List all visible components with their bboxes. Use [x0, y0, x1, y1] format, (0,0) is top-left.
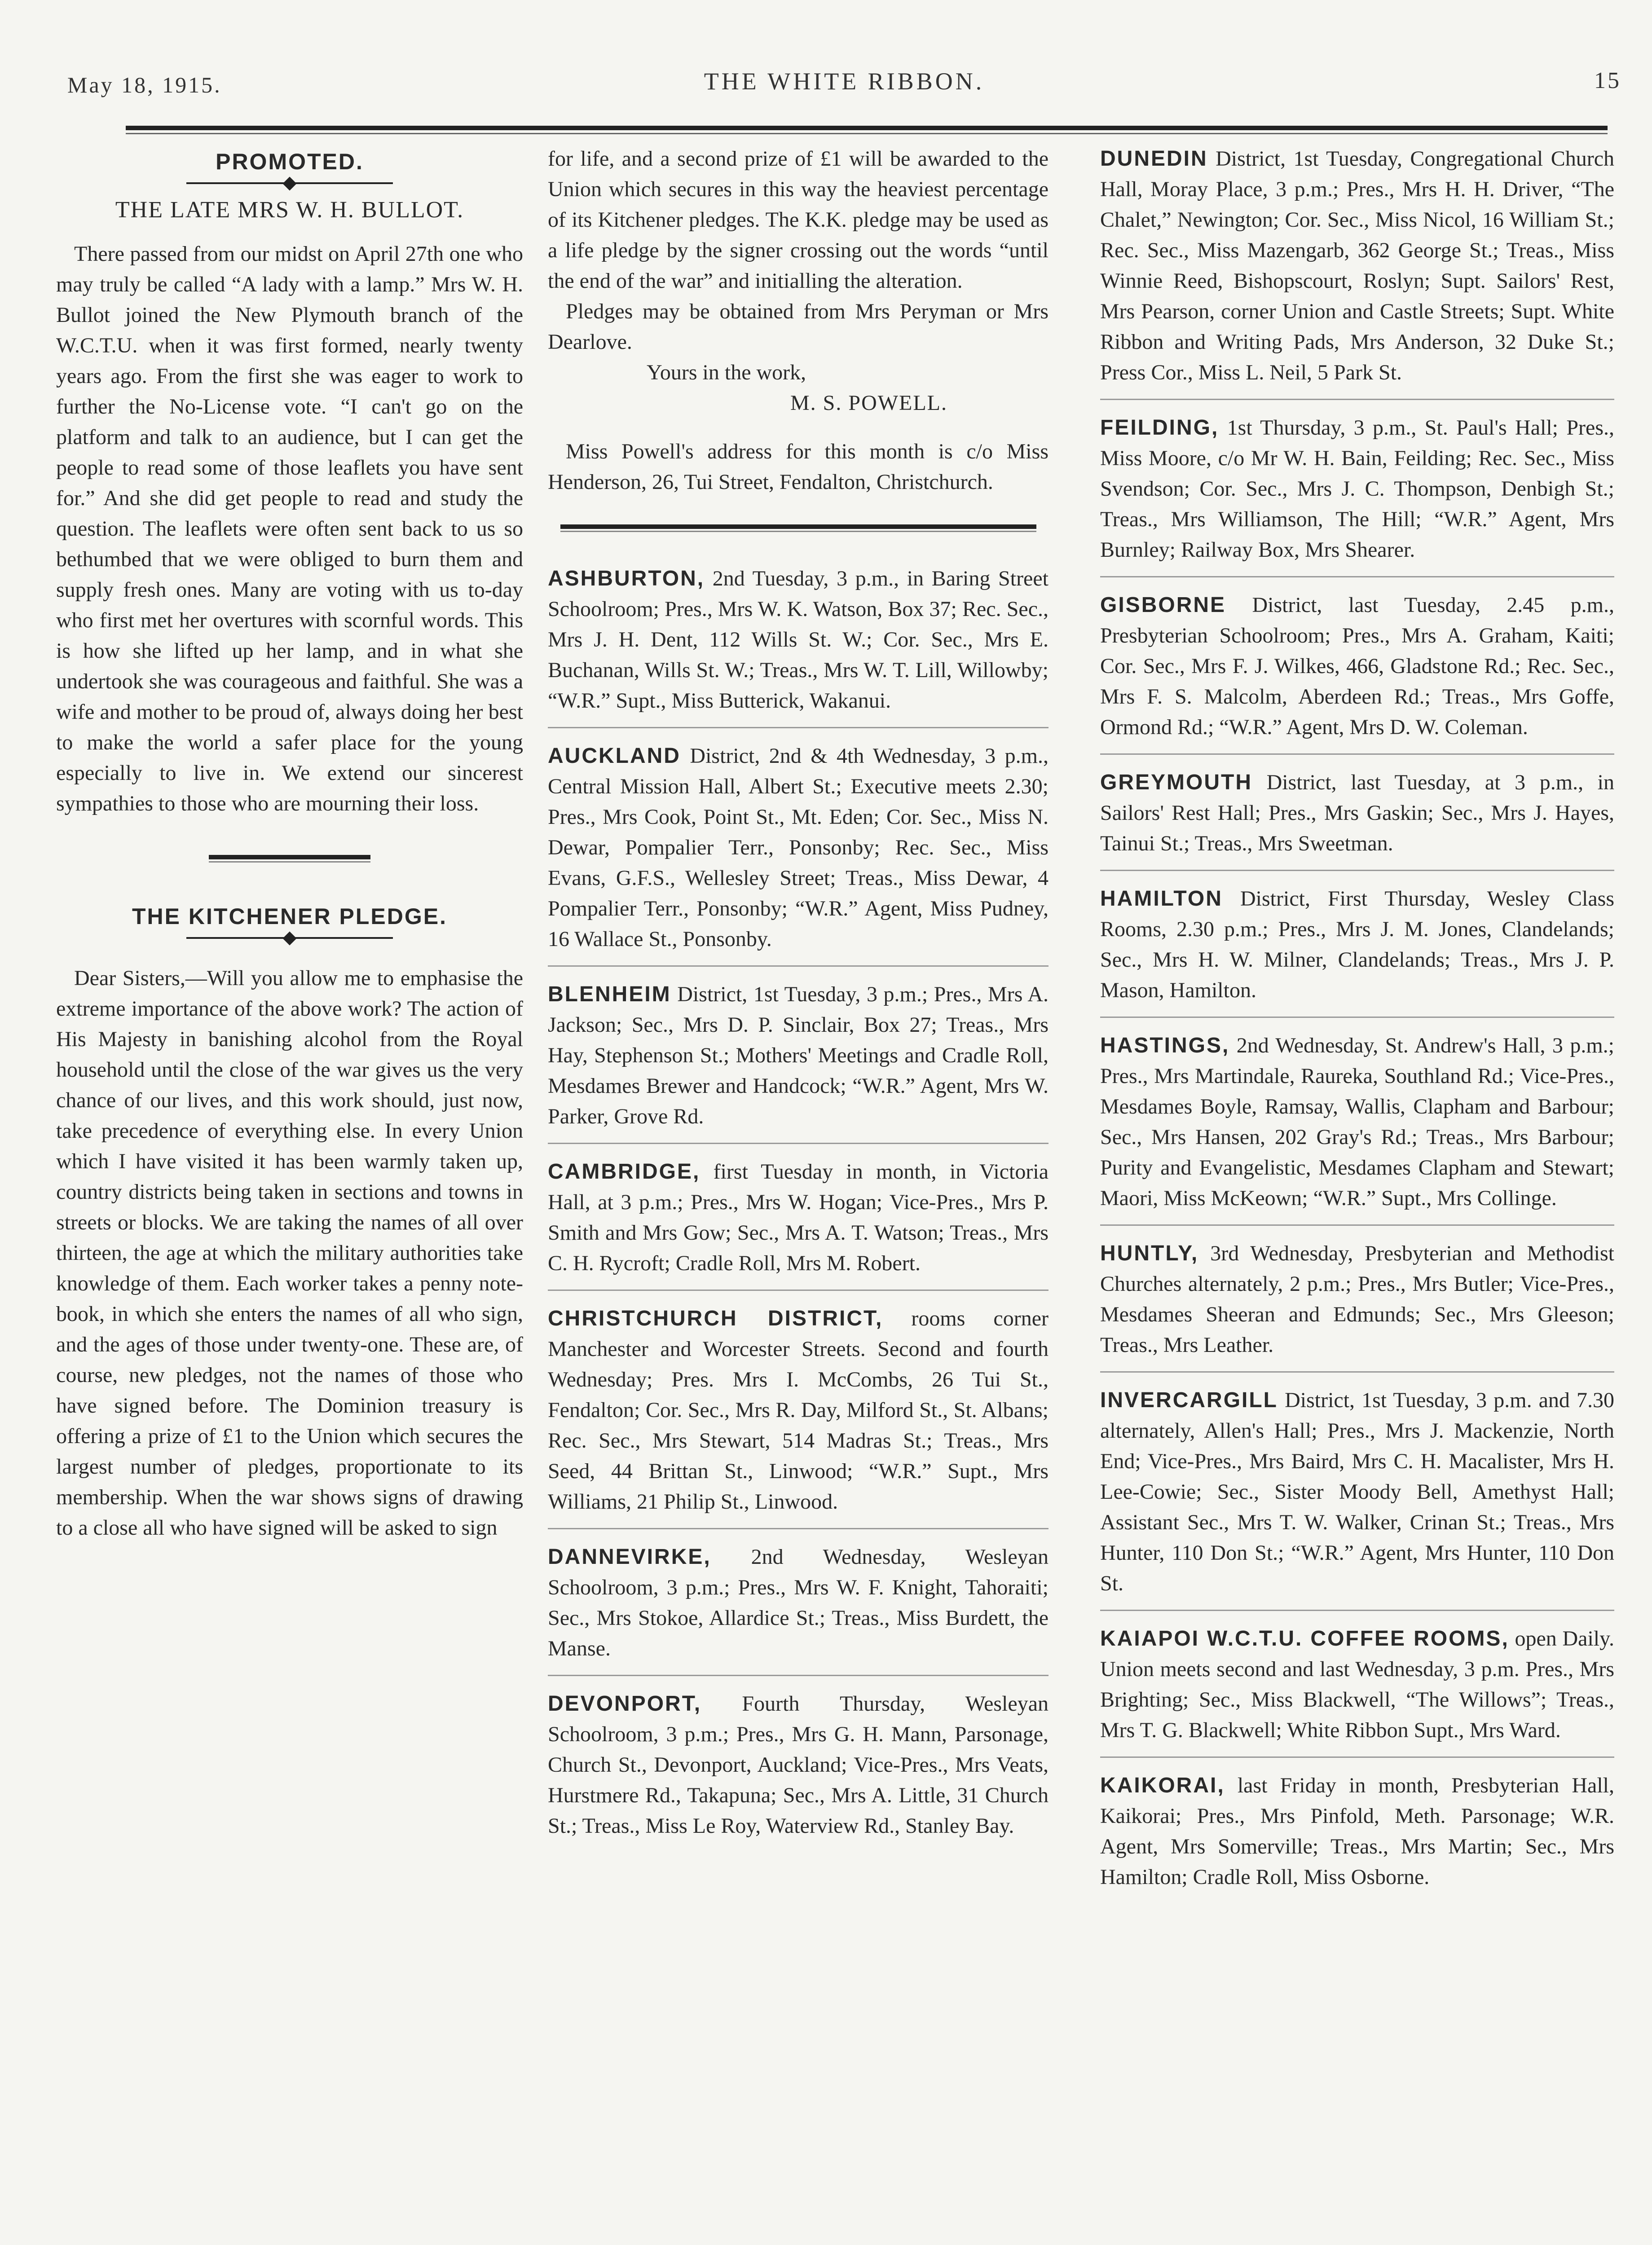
header-rule-thin — [126, 133, 1608, 134]
branch-details: District, First Thursday, Wesley Class Rooms, 2.30 p.m.; Pres., Mrs J. M. Jones, Clandelands; Sec., Mrs H. W. Milner, Clandelands; Treas., Mrs J. P. Mason, Hamilton. — [1100, 887, 1614, 1002]
branch-entry — [1100, 1030, 1614, 1214]
kitchener-letter-continued: for life, and a second prize of £1 will be awarded to the Union which secures in this way the heaviest percentage of its Kitchener pledges. The K.K. pledge may be used as a life pledge by the signer crossing out the words “until the end of the war” and initialling the alteration. — [548, 147, 1048, 293]
entry-separator — [548, 1290, 1048, 1291]
entry-separator — [1100, 1017, 1614, 1018]
branch-details: first Tuesday in month, in Victoria Hall, at 3 p.m.; Pres., Mrs W. Hogan; Vice-Pres., Mrs P. Smith and Mrs Gow; Sec., Mrs A. T. Watson; Treas., Mrs C. H. Rycroft; Cradle Roll, Mrs M. Robert. — [548, 1160, 1048, 1275]
header-rule-thick — [126, 126, 1608, 130]
branch-name: GISBORNE — [1100, 593, 1226, 617]
entry-separator — [1100, 1371, 1614, 1373]
address-note: Miss Powell's address for this month is c/o Miss Henderson, 26, Tui Street, Fendalton, Christchurch. — [548, 440, 1048, 494]
branch-entry — [1100, 1238, 1614, 1360]
branch-entry — [548, 1303, 1048, 1517]
entry-separator — [1100, 1610, 1614, 1611]
obituary-body: There passed from our midst on April 27th one who may truly be called “A lady with a lamp.” Mrs W. H. Bullot joined the New Plymouth branch of the W.C.T.U. when it was first formed, nearly twenty years ago. From the first she was eager to work to further the No-License vote. “I can't go on the platform and talk to an audience, but I can get the people to read some of those leaflets you have sent for.” And she did get people to read and study the question. The leaflets were often sent back to us so bethumbed that we were obliged to burn them and supply fresh ones. Many are voting with us to-day who first met her overtures with scornful words. This is how she lifted up her lamp, and in what she undertook she was courageous and faithful. She was a wife and mother to be proud of, always doing her best to make the world a safer place for the young especially to live in. We extend our sincerest sympathies to those who are mourning their loss. — [56, 242, 523, 815]
entry-separator — [548, 965, 1048, 967]
branch-entry — [1100, 590, 1614, 743]
branch-name: HUNTLY, — [1100, 1241, 1199, 1265]
branch-entry — [1100, 1624, 1614, 1746]
entry-separator — [1100, 753, 1614, 755]
section-rule-thick — [209, 855, 370, 859]
branch-name: AUCKLAND — [548, 744, 681, 768]
branch-name: CHRISTCHURCH DISTRICT, — [548, 1307, 883, 1330]
branch-name: GREYMOUTH — [1100, 770, 1252, 794]
column-2 — [548, 144, 1048, 2245]
entry-separator — [1100, 1756, 1614, 1758]
entry-separator — [548, 1143, 1048, 1144]
publication-title: THE WHITE RIBBON. — [704, 68, 985, 95]
letter-signature: M. S. POWELL. — [790, 391, 947, 415]
column-3 — [1100, 144, 1614, 2245]
page-header — [58, 63, 1630, 103]
entry-separator — [548, 727, 1048, 728]
entry-separator — [548, 1675, 1048, 1676]
branch-directory-col3 — [1100, 144, 1614, 1893]
branch-entry — [1100, 767, 1614, 859]
branch-details: District, last Tuesday, 2.45 p.m., Presbyterian Schoolroom; Pres., Mrs A. Graham, Kaiti; Cor. Sec., Mrs F. J. Wilkes, 466, Gladstone Rd.; Rec. Sec., Mrs F. S. Malcolm, Aberdeen Rd.; Treas., Mrs Goffe, Ormond Rd.; “W.R.” Agent, Mrs D. W. Coleman. — [1100, 593, 1614, 739]
branch-entry — [548, 1542, 1048, 1664]
branch-details: open Daily. Union meets second and last Wednesday, 3 p.m. Pres., Mrs Brighting; Sec., Miss Blackwell, “The Willows”; Treas., Mrs T. G. Blackwell; White Ribbon Supt., Mrs Ward. — [1100, 1627, 1614, 1742]
branch-entry — [548, 563, 1048, 716]
entry-separator — [1100, 399, 1614, 400]
branch-name: KAIAPOI W.C.T.U. COFFEE ROOMS, — [1100, 1627, 1509, 1651]
kitchener-letter-body: Dear Sisters,—Will you allow me to emphasise the extreme importance of the above work? The action of His Majesty in banishing alcohol from the Royal household until the close of the war gives us the very chance of our lives, and this work should, just now, take precedence of everything else. In every Union which I have visited it has been warmly taken up, country districts being taken in sections and towns in streets or blocks. We are taking the names of all over thirteen, the age at which the military authorities take knowledge of them. Each worker takes a penny note-book, in which she enters the names of all who sign, and the ages of those under twenty-one. These are, of course, new pledges, not the names of those who have signed before. The Dominion treasury is offering a prize of £1 to the Union which secures the largest number of pledges, proportionate to its membership. When the war shows signs of drawing to a close all who have signed will be asked to sign — [56, 966, 523, 1540]
branch-details: District, 2nd & 4th Wednesday, 3 p.m., Central Mission Hall, Albert St.; Executive meets 2.30; Pres., Mrs Cook, Point St., Mt. Eden; Cor. Sec., Miss N. Dewar, Pompalier Terr., Ponsonby; Rec. Sec., Miss Evans, G.F.S., Wellesley Street; Treas., Miss Dewar, 4 Pompalier Terr., Ponsonby; “W.R.” Agent, Miss Pudney, 16 Wallace St., Ponsonby. — [548, 744, 1048, 951]
branch-entry — [548, 979, 1048, 1132]
branch-directory-col2 — [548, 563, 1048, 1841]
branch-name: DEVONPORT, — [548, 1692, 702, 1716]
promoted-heading: PROMOTED. — [216, 149, 364, 174]
pledges-line: Pledges may be obtained from Mrs Peryman or Mrs Dearlove. — [548, 299, 1048, 354]
branch-details: Fourth Thursday, Wesleyan Schoolroom, 3 p.m.; Pres., Mrs G. H. Mann, Parsonage, Church St., Devonport, Auckland; Vice-Pres., Mrs Veats, Hurstmere Rd., Takapuna; Sec., Mrs A. Little, 31 Church St.; Treas., Miss Le Roy, Waterview Rd., Stanley Bay. — [548, 1692, 1048, 1838]
branch-entry — [1100, 1770, 1614, 1893]
branch-details: District, 1st Tuesday, 3 p.m.; Pres., Mrs A. Jackson; Sec., Mrs D. P. Sinclair, Box 27; Treas., Mrs Hay, Stephenson St.; Mothers' Meetings and Cradle Roll, Mesdames Brewer and Handcock; “W.R.” Agent, Mrs W. Parker, Grove Rd. — [548, 982, 1048, 1128]
entry-separator — [1100, 1224, 1614, 1226]
obituary-subtitle: THE LATE MRS W. H. BULLOT. — [115, 197, 464, 223]
branch-entry — [1100, 413, 1614, 565]
column-1 — [56, 144, 523, 2245]
branch-entry — [1100, 1385, 1614, 1599]
branch-entry — [1100, 884, 1614, 1006]
section-rule-thick — [560, 524, 1036, 529]
kitchener-heading: THE KITCHENER PLEDGE. — [132, 904, 447, 929]
flourish-ornament — [186, 933, 393, 942]
branch-details: 2nd Wednesday, Wesleyan Schoolroom, 3 p.m.; Pres., Mrs W. F. Knight, Tahoraiti; Sec., Mrs Stokoe, Allardice St.; Treas., Miss Burdett, the Manse. — [548, 1545, 1048, 1660]
branch-name: ASHBURTON, — [548, 567, 705, 590]
branch-name: HAMILTON — [1100, 887, 1223, 911]
issue-date: May 18, 1915. — [67, 72, 222, 97]
entry-separator — [1100, 870, 1614, 871]
flourish-ornament — [186, 179, 393, 188]
branch-details: last Friday in month, Presbyterian Hall, Kaikorai; Pres., Mrs Pinfold, Meth. Parsonage; W.R. Agent, Mrs Somerville; Treas., Mrs Martin; Sec., Mrs Hamilton; Cradle Roll, Miss Osborne. — [1100, 1774, 1614, 1889]
branch-details: District, 1st Tuesday, 3 p.m. and 7.30 alternately, Allen's Hall; Pres., Mrs J. Mackenzie, North End; Vice-Pres., Mrs Baird, Mrs C. H. Macalister, Mrs H. Lee-Cowie; Sec., Sister Moody Bell, Amethyst Hall; Assistant Sec., Mrs T. W. Walker, Crinan St.; Treas., Mrs Hunter, 110 Don St.; “W.R.” Agent, Mrs Hunter, 110 Don St. — [1100, 1388, 1614, 1595]
branch-entry — [548, 1689, 1048, 1841]
branch-name: INVERCARGILL — [1100, 1388, 1278, 1412]
branch-entry — [1100, 144, 1614, 388]
branch-name: CAMBRIDGE, — [548, 1160, 700, 1184]
branch-entry — [548, 1157, 1048, 1279]
branch-details: rooms corner Manchester and Worcester Streets. Second and fourth Wednesday; Pres. Mrs I. McCombs, 26 Tui St., Fendalton; Cor. Sec., Mrs R. Day, Milford St., St. Albans; Rec. Sec., Mrs Stewart, 514 Madras St.; Treas., Mrs Seed, 44 Brittan St., Linwood; “W.R.” Supt., Mrs Williams, 21 Philip St., Linwood. — [548, 1307, 1048, 1514]
branch-name: DUNEDIN — [1100, 147, 1208, 171]
entry-separator — [1100, 576, 1614, 577]
branch-details: District, 1st Tuesday, Congregational Church Hall, Moray Place, 3 p.m.; Pres., Mrs H. H. Driver, “The Chalet,” Newington; Cor. Sec., Miss Nicol, 16 William St.; Rec. Sec., Miss Mazengarb, 362 George St.; Treas., Miss Winnie Reed, Bishopscourt, Roslyn; Supt. Sailors' Rest, Mrs Pearson, corner Union and Castle Streets; Supt. White Ribbon and Writing Pads, Mrs Anderson, 32 Duke St.; Press Cor., Miss L. Neil, 5 Park St. — [1100, 147, 1614, 384]
branch-details: 3rd Wednesday, Presbyterian and Methodist Churches alternately, 2 p.m.; Pres., Mrs Butler; Vice-Pres., Mesdames Sheeran and Edmunds; Sec., Mrs Gleeson; Treas., Mrs Leather. — [1100, 1241, 1614, 1357]
branch-name: KAIKORAI, — [1100, 1774, 1225, 1797]
branch-entry — [548, 741, 1048, 955]
branch-name: DANNEVIRKE, — [548, 1545, 711, 1569]
branch-name: FEILDING, — [1100, 416, 1219, 440]
branch-details: 2nd Wednesday, St. Andrew's Hall, 3 p.m.; Pres., Mrs Martindale, Raureka, Southland Rd.; Vice-Pres., Mesdames Boyle, Ramsay, Wallis, Clapham and Barbour; Sec., Mrs Hansen, 202 Gray's Rd.; Treas., Mrs Barbour; Purity and Evangelistic, Mesdames Clapham and Stewart; Maori, Miss McKeown; “W.R.” Supt., Mrs Collinge. — [1100, 1034, 1614, 1210]
branch-details: 2nd Tuesday, 3 p.m., in Baring Street Schoolroom; Pres., Mrs W. K. Watson, Box 37; Rec. Sec., Mrs J. H. Dent, 112 Wills St. W.; Cor. Sec., Mrs E. Buchanan, Wills St. W.; Treas., Mrs W. T. Lill, Willowby; “W.R.” Supt., Miss Butterick, Wakanui. — [548, 567, 1048, 713]
branch-name: HASTINGS, — [1100, 1034, 1230, 1057]
branch-name: BLENHEIM — [548, 982, 671, 1006]
page-number: 15 — [1594, 68, 1621, 93]
entry-separator — [548, 1528, 1048, 1529]
branch-details: District, last Tuesday, at 3 p.m., in Sailors' Rest Hall; Pres., Mrs Gaskin; Sec., Mrs J. Hayes, Tainui St.; Treas., Mrs Sweetman. — [1100, 770, 1614, 855]
branch-details: 1st Thursday, 3 p.m., St. Paul's Hall; Pres., Miss Moore, c/o Mr W. H. Bain, Feilding; Rec. Sec., Miss Svendson; Cor. Sec., Mrs J. C. Thompson, Denbigh St.; Treas., Mrs Williamson, The Hill; “W.R.” Agent, Mrs Burnley; Railway Box, Mrs Shearer. — [1100, 416, 1614, 562]
letter-closing: Yours in the work, — [647, 361, 806, 384]
